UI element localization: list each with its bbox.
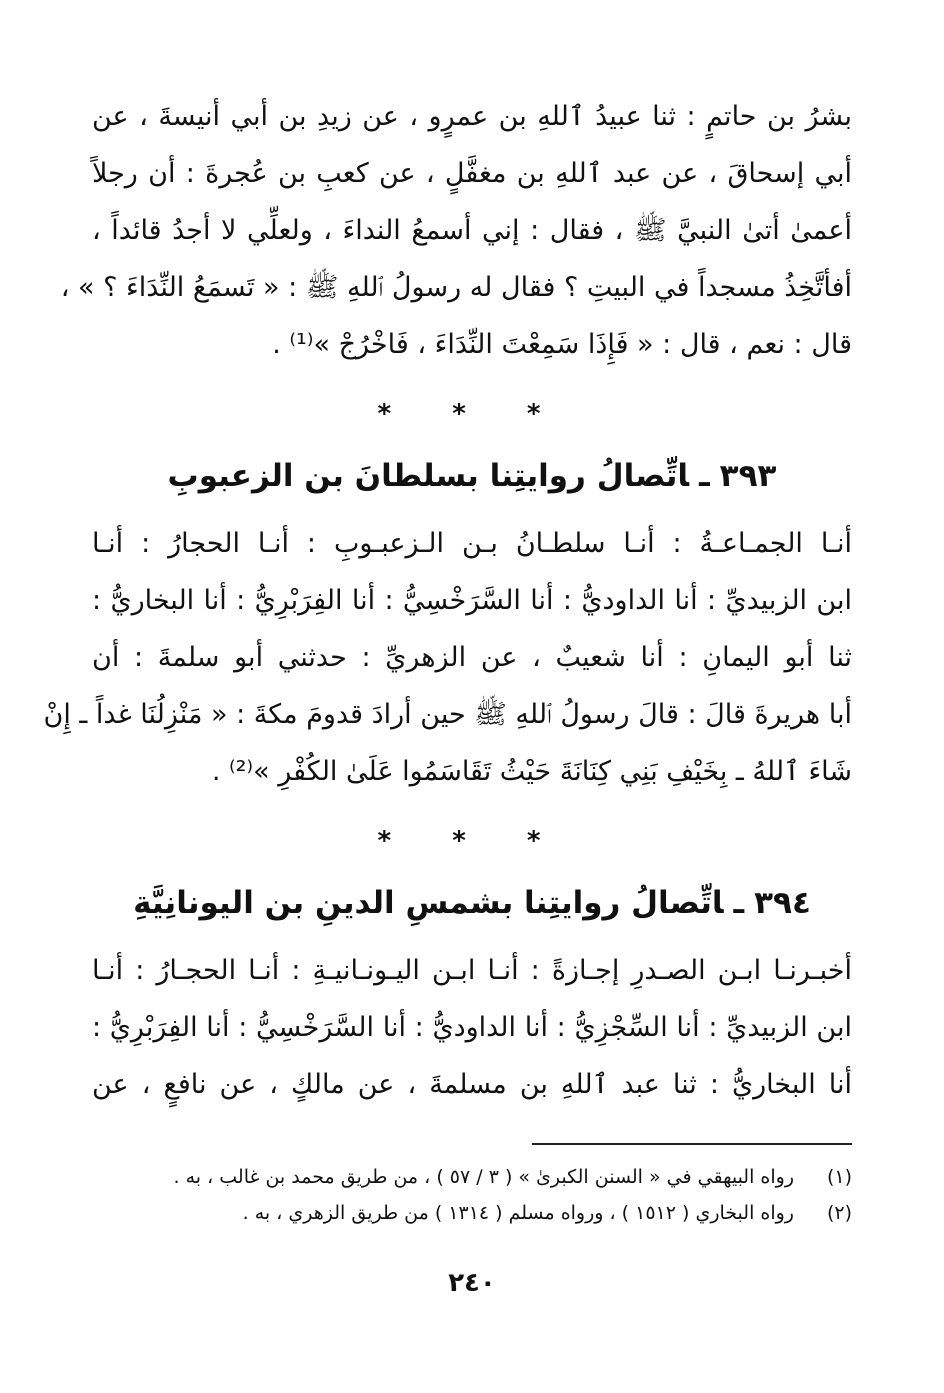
section-393-text <box>43 515 852 800</box>
footnote-2 <box>92 1195 852 1231</box>
text-line: أبا هريرةَ قالَ : قالَ رسولُ ٱللهِ ﷺ حين أرادَ قدومَ مكةَ : « مَنْزِلُنَا غداً ـ إِنْ <box>43 699 852 730</box>
footnote-text: رواه البخاري ( ١٥١٢ ) ، ورواه مسلم ( ١٣١٤ ) من طريق الزهري ، به . <box>242 1202 794 1224</box>
footnote-1 <box>92 1159 852 1195</box>
entry-392-text <box>60 88 852 373</box>
footnote-text: رواه البيهقي في « السنن الكبرىٰ » ( ٣ / ٥٧ ) ، من طريق محمد بن غالب ، به . <box>173 1166 794 1188</box>
section-number: ٣٩٤ <box>754 885 811 921</box>
text-line: أنـا الجمـاعـةُ : أنـا سلطـانُ بـن الـزعبـوبِ : أنـا الحجارُ : أنـا <box>92 528 852 559</box>
text-line: ابن الزبيديِّ : أنا الداوديُّ : أنا السَّرَخْسِيُّ : أنا الفِرَبْرِيُّ : أنا البخاريُّ : <box>92 585 852 616</box>
section-number: ٣٩٣ <box>719 458 777 494</box>
page-number: ٢٤٠ <box>448 1268 496 1298</box>
section-heading-394 <box>92 874 852 932</box>
text-line: أفأتَّخِذُ مسجداً في البيتِ ؟ فقال له رسولُ ٱللهِ ﷺ : « تَسمَعُ النِّدَاءَ ؟ » ، <box>60 272 852 303</box>
text-line: شَاءَ ٱللهُ ـ بِخَيْفِ بَنِي كِنَانَةَ حَيْثُ تَقَاسَمُوا عَلَىٰ الكُفْرِ »⁽²⁾ . <box>211 756 852 787</box>
section-title: اتِّصالُ روايتِنا بشمسِ الدينِ بن اليونانِيَّةِ <box>133 885 724 921</box>
footnote-number: (١) <box>826 1166 852 1188</box>
heading-dash: ـ <box>699 458 710 494</box>
text-line: أنا البخاريُّ : ثنا عبد ٱللهِ بن مسلمةَ ، عن مالكٍ ، عن نافعٍ ، عن <box>92 1069 852 1100</box>
text-line: ابن الزبيديِّ : أنا السِّجْزِيُّ : أنا الداوديُّ : أنا السَّرَخْسِيُّ : أنا الفِرَبْرِيُّ : <box>92 1012 852 1043</box>
section-separator: * * * <box>377 399 567 429</box>
section-394-text <box>92 942 852 1113</box>
main-text-column <box>43 88 852 1113</box>
footnotes <box>92 1143 852 1231</box>
text-line: بشرُ بن حاتمٍ : ثنا عبيدُ ٱللهِ بن عمرٍو ، عن زيدِ بن أبي أنيسةَ ، عن <box>92 101 852 132</box>
footnote-number: (٢) <box>826 1202 852 1224</box>
footnote-divider <box>532 1143 852 1145</box>
text-line: أخبـرنـا ابـن الصـدرِ إجـازةً : أنـا ابـن اليـونـانيـةِ : أنـا الحجـارُ : أنـا <box>92 955 852 986</box>
text-line: أعمىٰ أتىٰ النبيَّ ﷺ ، فقال : إني أسمعُ النداءَ ، ولعلِّي لا أجدُ قائداً ، <box>92 215 852 246</box>
section-title: اتِّصالُ روايتِنا بسلطانَ بن الزعبوبِ <box>167 458 690 494</box>
section-heading-393 <box>92 447 852 505</box>
heading-dash: ـ <box>733 885 745 921</box>
text-line: قال : نعم ، قال : « فَإِذَا سَمِعْتَ النِّدَاءَ ، فَاخْرُجْ »⁽¹⁾ . <box>272 329 852 360</box>
text-line: أبي إسحاقَ ، عن عبد ٱللهِ بن مغفَّلٍ ، عن كعبِ بن عُجرةَ : أن رجلاً <box>92 158 852 189</box>
text-line: ثنا أبو اليمانِ : أنا شعيبٌ ، عن الزهريِّ : حدثني أبو سلمةَ : أن <box>92 642 852 673</box>
section-separator: * * * <box>377 826 567 856</box>
